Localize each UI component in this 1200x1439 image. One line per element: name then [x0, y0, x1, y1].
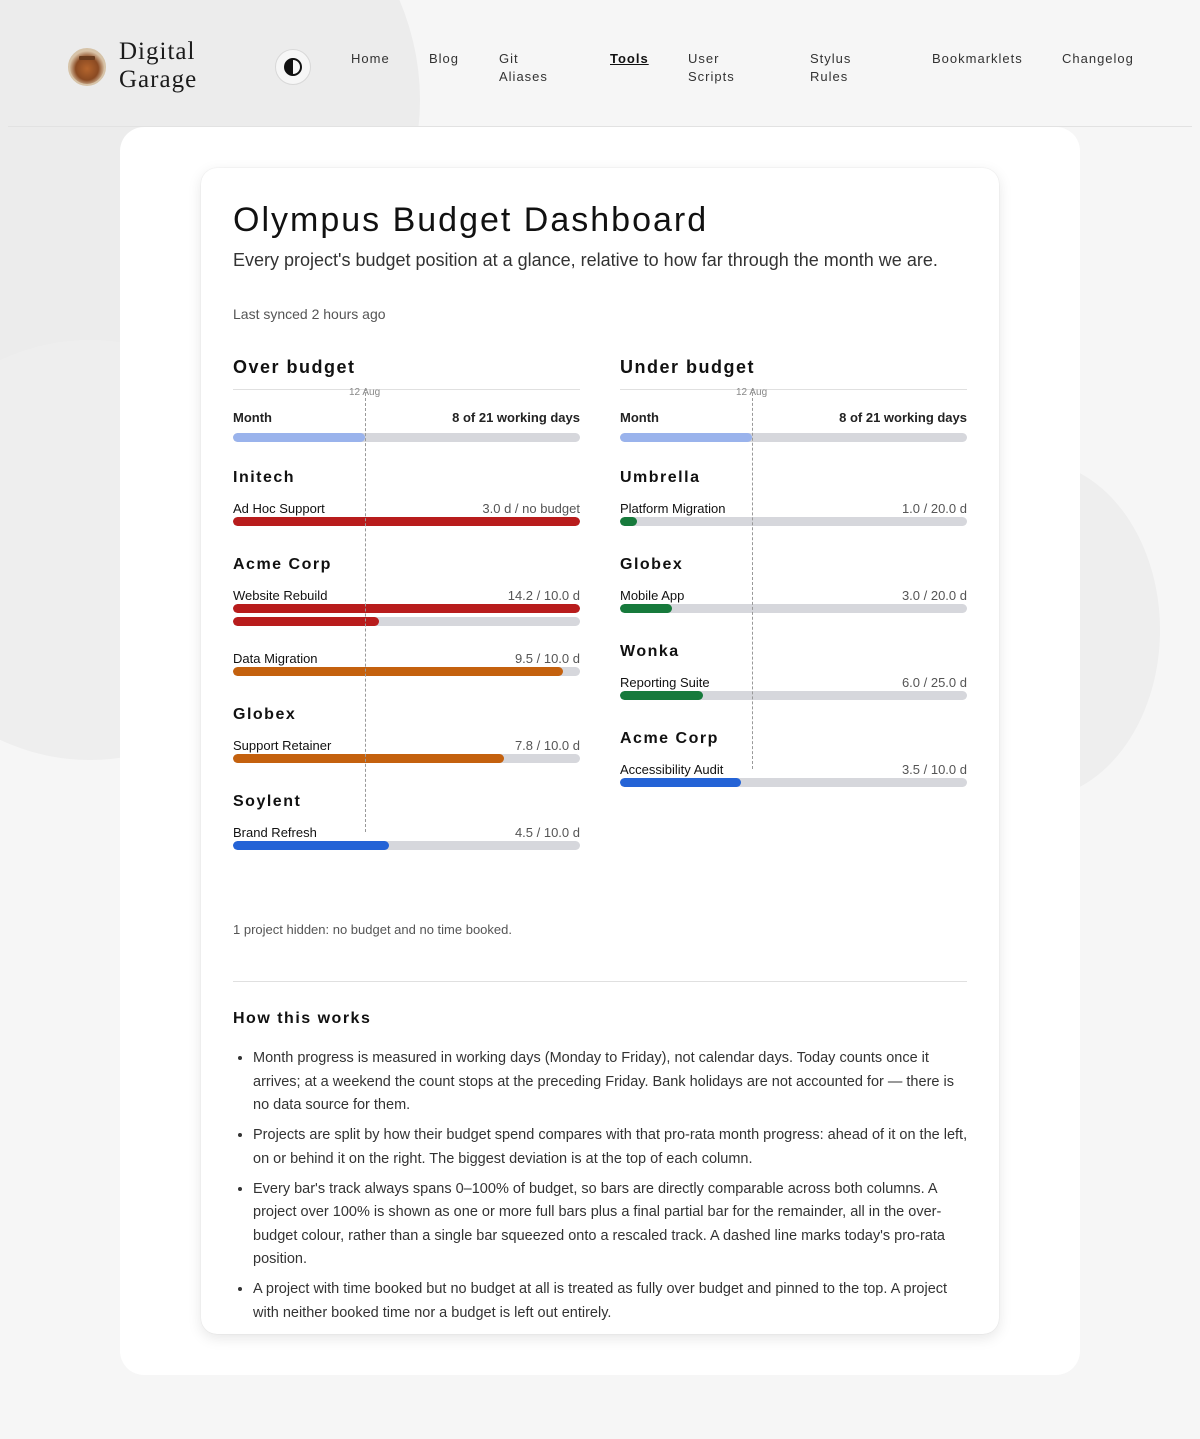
today-marker-line	[365, 388, 366, 832]
project-budget-value: 3.0 / 20.0 d	[901, 588, 967, 603]
project-name[interactable]: Accessibility Audit	[620, 762, 724, 777]
project-name[interactable]: Platform Migration	[620, 501, 726, 516]
dashboard-card	[201, 168, 999, 1334]
project-budget-value: 6.0 / 25.0 d	[901, 675, 967, 690]
client-name: Initech	[233, 469, 296, 486]
client-name: Soylent	[233, 793, 302, 810]
budget-bar-fill	[620, 778, 741, 787]
how-it-works-heading: How this works	[233, 1010, 372, 1027]
nav-link-bookmarklets[interactable]: Bookmarklets	[932, 51, 1023, 66]
budget-bar-track	[233, 841, 580, 850]
budget-bar-fill	[233, 754, 504, 763]
nav-link-home[interactable]: Home	[351, 51, 390, 66]
budget-bar-fill	[620, 691, 703, 700]
column-heading: Under budget	[620, 356, 967, 390]
budget-bar-fill	[233, 617, 379, 626]
under-budget-column	[620, 356, 967, 777]
budget-bar-track	[620, 691, 967, 700]
nav-link-git-aliases[interactable]: Git Aliases	[499, 51, 548, 84]
hidden-projects-note: 1 project hidden: no budget and no time booked.	[233, 922, 512, 937]
budget-bar-track	[620, 604, 967, 613]
nav-link-stylus-rules[interactable]: Stylus Rules	[810, 51, 852, 84]
month-progress-value: 8 of 21 working days	[452, 410, 580, 425]
sync-status: Last synced 2 hours ago	[233, 306, 386, 322]
project-budget-value: 9.5 / 10.0 d	[514, 651, 580, 666]
budget-bar-fill	[233, 667, 563, 676]
project-budget-value: 3.0 d / no budget	[482, 501, 580, 516]
budget-bar-track	[233, 754, 580, 763]
budget-bar-track	[233, 667, 580, 676]
budget-bar-fill	[620, 517, 637, 526]
site-header	[8, 0, 1192, 127]
month-progress-track	[233, 433, 580, 442]
theme-toggle-button[interactable]	[275, 49, 311, 85]
budget-bar-fill	[233, 841, 389, 850]
today-marker-label: 12 Aug	[349, 387, 381, 398]
nav-link-user-scripts[interactable]: User Scripts	[688, 51, 735, 84]
project-budget-value: 1.0 / 20.0 d	[901, 501, 967, 516]
budget-bar-fill	[233, 604, 580, 613]
project-budget-value: 3.5 / 10.0 d	[901, 762, 967, 777]
month-progress-fill	[620, 433, 752, 442]
over-budget-column	[233, 356, 580, 840]
month-label: Month	[233, 410, 272, 425]
today-marker-label: 12 Aug	[736, 387, 768, 398]
column-heading: Over budget	[233, 356, 580, 390]
site-logo-icon[interactable]	[68, 48, 106, 86]
budget-bar-track	[233, 617, 580, 626]
budget-bar-fill	[620, 604, 672, 613]
month-label: Month	[620, 410, 659, 425]
site-title[interactable]: Digital Garage	[119, 38, 198, 93]
project-name[interactable]: Data Migration	[233, 651, 318, 666]
how-it-works-item: • Projects are split by how their budget spend compares with that pro-rata month progress: ahead of it on the left, on or behind it on the right. The biggest deviation is at the top of each column.	[253, 1124, 969, 1171]
month-progress-value: 8 of 21 working days	[839, 410, 967, 425]
project-budget-value: 14.2 / 10.0 d	[507, 588, 580, 603]
how-it-works-item: • Month progress is measured in working days (Monday to Friday), not calendar days. Today counts once it arrives; at a weekend the count stops at the preceding Friday. Bank holidays are not accounted for — there is no data source for them.	[253, 1047, 969, 1118]
budget-bar-fill	[233, 517, 580, 526]
nav-link-blog[interactable]: Blog	[429, 51, 460, 66]
client-name: Globex	[620, 556, 684, 573]
client-name: Acme Corp	[620, 730, 719, 747]
page-subtitle: Every project's budget position at a glance, relative to how far through the month we are.	[233, 250, 938, 270]
nav-link-changelog[interactable]: Changelog	[1062, 51, 1134, 66]
project-name[interactable]: Brand Refresh	[233, 825, 317, 840]
contrast-icon	[283, 57, 303, 77]
month-progress-track	[620, 433, 967, 442]
client-name: Globex	[233, 706, 297, 723]
budget-bar-track	[620, 517, 967, 526]
budget-bar-track	[233, 604, 580, 613]
client-name: Wonka	[620, 643, 680, 660]
how-it-works-list	[253, 1047, 969, 1332]
project-name[interactable]: Support Retainer	[233, 738, 332, 753]
project-name[interactable]: Reporting Suite	[620, 675, 710, 690]
project-name[interactable]: Ad Hoc Support	[233, 501, 325, 516]
project-name[interactable]: Website Rebuild	[233, 588, 328, 603]
month-progress-fill	[233, 433, 365, 442]
budget-bar-track	[233, 517, 580, 526]
project-budget-value: 7.8 / 10.0 d	[514, 738, 580, 753]
client-name: Acme Corp	[233, 556, 332, 573]
page-title: Olympus Budget Dashboard	[233, 201, 709, 239]
divider	[233, 981, 967, 982]
project-name[interactable]: Mobile App	[620, 588, 685, 603]
project-budget-value: 4.5 / 10.0 d	[514, 825, 580, 840]
client-name: Umbrella	[620, 469, 701, 486]
nav-link-tools[interactable]: Tools	[610, 51, 649, 66]
how-it-works-item: • A project with time booked but no budget at all is treated as fully over budget and pinned to the top. A project with neither booked time nor a budget is left out entirely.	[253, 1278, 969, 1325]
today-marker-line	[752, 388, 753, 769]
how-it-works-item: • Every bar's track always spans 0–100% of budget, so bars are directly comparable across both columns. A project over 100% is shown as one or more full bars plus a final partial bar for the remainder, all in the over-budget colour, rather than a single bar squeezed onto a rescaled track. A dashed line marks today's pro-rata position.	[253, 1178, 969, 1272]
budget-bar-track	[620, 778, 967, 787]
